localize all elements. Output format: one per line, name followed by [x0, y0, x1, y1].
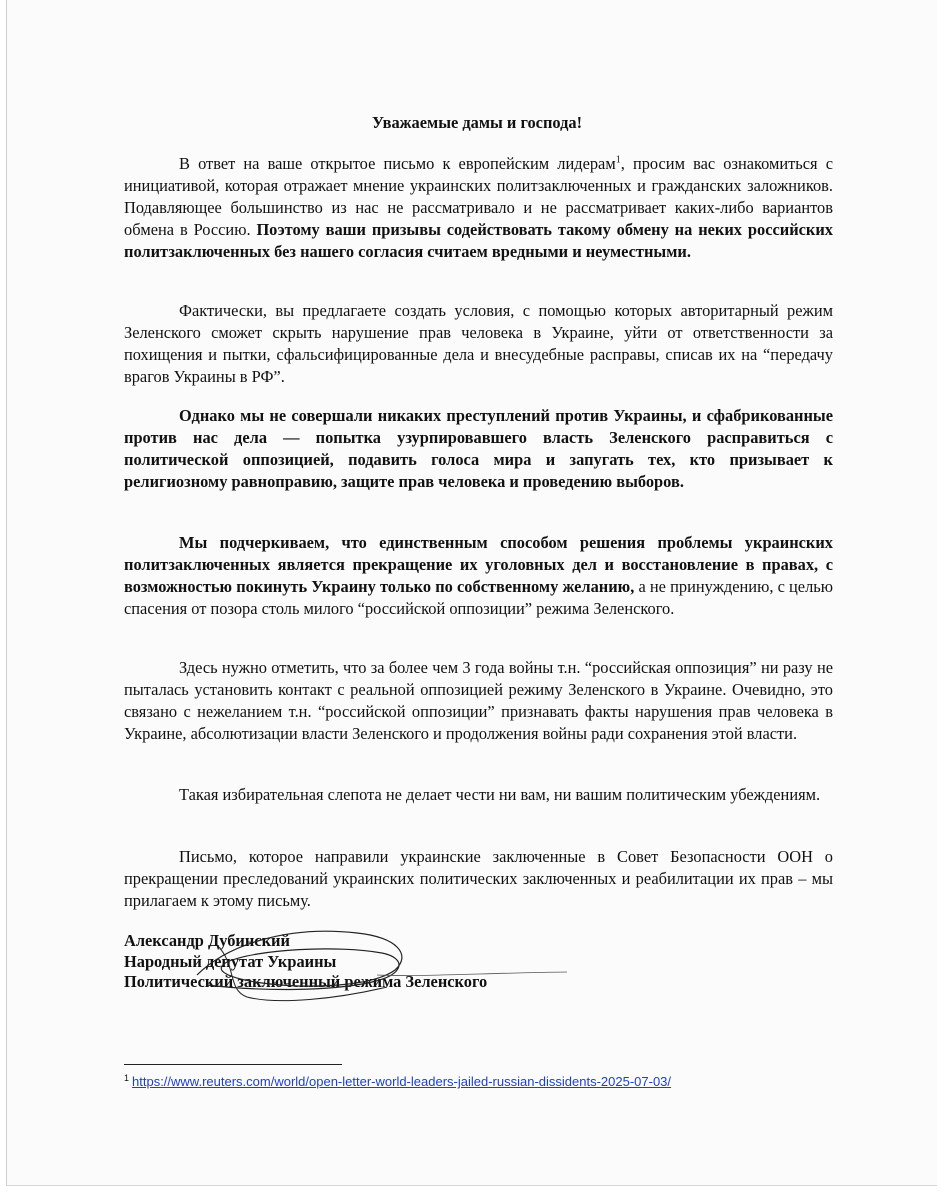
p3-text: Однако мы не совершали никаких преступлений против Украины, и сфабрикованные против нас дела — попытка узурпировавшего власть Зеленского расправиться с политической оппозицией, подавить голоса мира и запугать тех, кто призывает к религиозному равноправию, защите прав человека и проведению выборов.	[124, 406, 833, 491]
paragraph-6	[124, 784, 833, 806]
handwritten-signature	[167, 915, 587, 1005]
paragraph-4	[124, 532, 833, 620]
p4-bold-text: Мы подчеркиваем, что единственным способом решения проблемы украинских политзаключенных является прекращение их уголовных дел и восстановление в правах, с возможностью покинуть Украину только по собственному желанию,	[124, 533, 833, 596]
document-page	[6, 0, 937, 1186]
p7-text: Письмо, которое направили украинские заключенные в Совет Безопасности ООН о прекращении преследований украинских политических заключенных и реабилитации их прав – мы прилагаем к этому письму.	[124, 847, 833, 910]
p2-text: Фактически, вы предлагаете создать условия, с помощью которых авторитарный режим Зеленского сможет скрыть нарушение прав человека в Украине, уйти от ответственности за похищения и пытки, сфальсифицированные дела и внесудебные расправы, списав их на “передачу врагов Украины в РФ”.	[124, 301, 833, 386]
p1-bold-text: Поэтому ваши призывы содействовать такому обмену на неких российских политзаключенных без нашего согласия считаем вредными и неуместными.	[124, 220, 833, 261]
footnote-separator	[124, 1064, 342, 1065]
p5-text: Здесь нужно отметить, что за более чем 3 года войны т.н. “российская оппозиция” ни разу не пыталась установить контакт с реальной оппозицией режиму Зеленского в Украине. Очевидно, это связано с нежеланием т.н. “российской оппозиции” признавать факты нарушения прав человека в Украине, абсолютизации власти Зеленского и продолжения войны ради сохранения этой власти.	[124, 658, 833, 743]
paragraph-7	[124, 846, 833, 912]
p6-text: Такая избирательная слепота не делает чести ни вам, ни вашим политическим убеждениям.	[179, 785, 821, 804]
paragraph-1	[124, 153, 833, 263]
signer-status: Политический заключенный режима Зеленского	[124, 972, 488, 991]
paragraph-3	[124, 405, 833, 493]
p4-text: а не принуждению, с целью спасения от позора столь милого “российской оппозиции” режима Зеленского.	[124, 577, 833, 618]
paragraph-2	[124, 300, 833, 388]
footnote-link[interactable]: https://www.reuters.com/world/open-letter-world-leaders-jailed-russian-dissidents-2025-07-03/	[132, 1074, 672, 1089]
salutation: Уважаемые дамы и господа!	[371, 113, 583, 132]
signer-name: Александр Дубинский	[124, 931, 290, 950]
paragraph-5	[124, 657, 833, 745]
p1-text-a: В ответ на ваше открытое письмо к европейским лидерам	[179, 154, 616, 173]
footnote-number: 1	[124, 1072, 130, 1083]
footnote-reference[interactable]: 1	[615, 154, 621, 166]
p1-text-b: , просим вас ознакомиться с инициативой, которая отражает мнение украинских политзаключенных и гражданских заложников. Подавляющее большинство из нас не рассматривало и не рассматривает каких-либо вариантов обмена в Россию.	[124, 154, 833, 239]
signer-title: Народный депутат Украины	[124, 951, 337, 971]
footnote	[124, 1074, 671, 1089]
